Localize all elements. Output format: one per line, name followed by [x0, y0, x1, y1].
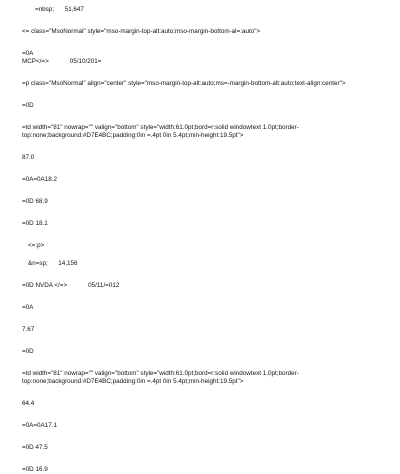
- text-line: =0A: [22, 50, 34, 57]
- text-line: =0A=0A17.1: [22, 422, 58, 429]
- text-line: 87.0: [22, 154, 35, 161]
- text-line: =0A: [22, 304, 34, 311]
- text-line: 64.4: [22, 400, 35, 407]
- text-line: =0D: [22, 348, 34, 355]
- text-line: =0D 68.9: [22, 198, 48, 205]
- text-line: =0A=0A18.2: [22, 176, 58, 183]
- text-line: &n=sp; 14,156: [28, 260, 78, 267]
- text-line: =p class="MsoNormal" align="center" style="mso-margin-top-alt:auto;ms=-margin-bottom-alt:auto;text-align:center">: [22, 80, 346, 87]
- text-line: =nbsp; 51,647: [28, 6, 84, 13]
- text-line: =0D 47.5: [22, 444, 48, 451]
- text-line: MCP</=> 05/10/201=: [22, 58, 102, 65]
- text-line: <=:p>: [28, 242, 45, 249]
- text-line: =td width="81" nowrap="" valign="bottom" style="width:61.0pt;bord=r:solid windowtext 1.0pt;border-top:none;background:#D7E4BC;padding:0in =.4pt 0in 5.4pt;min-height:19.5pt">: [22, 370, 299, 385]
- text-line: 7.67: [22, 326, 35, 333]
- text-line: =0D NVDA </=> 05/11/=012: [22, 282, 120, 289]
- text-line: =td width="81" nowrap="" valign="bottom" style="width:61.0pt;bord=r:solid windowtext 1.0pt;border-top:none;background:#D7E4BC;padding:0in =.4pt 0in 5.4pt;min-height:19.5pt">: [22, 124, 299, 139]
- text-line: <= class="MsoNormal" style="mso-margin-top-alt:auto;mso-margin-bottom-al=:auto">: [22, 28, 261, 35]
- text-line: =0D 18.1: [22, 220, 48, 227]
- text-line: =0D: [22, 102, 34, 109]
- text-line: =0D 16.9: [22, 466, 48, 473]
